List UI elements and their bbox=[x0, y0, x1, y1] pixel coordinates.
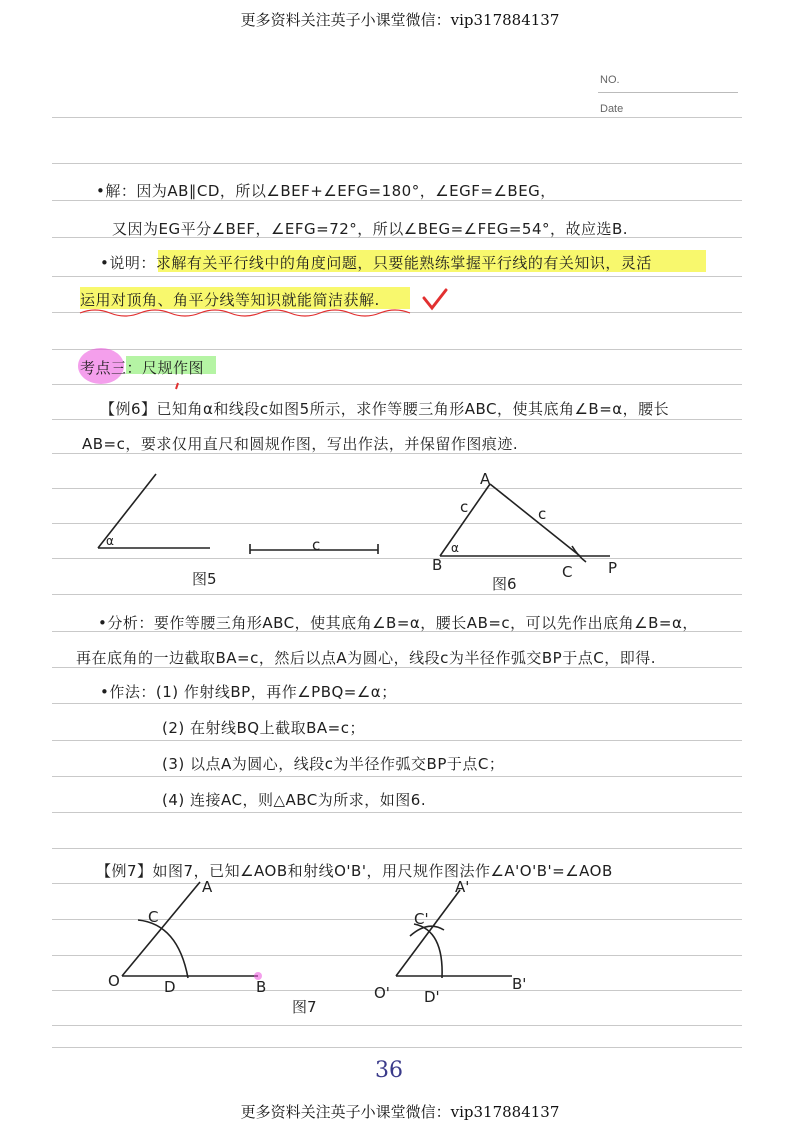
fig6-point-p: P bbox=[608, 559, 618, 577]
fig7-ray-o2a2 bbox=[396, 890, 460, 976]
fig7-point-c: C bbox=[148, 908, 159, 926]
fig7-point-d: D bbox=[164, 978, 176, 996]
note-line-1: •说明：求解有关平行线中的角度问题，只要能熟练掌握平行线的有关知识，灵活 bbox=[100, 254, 652, 272]
analysis-line-2: 再在底角的一边截取BA=c，然后以点A为圆心，线段c为半径作弧交BP于点C，即得. bbox=[76, 649, 656, 667]
notebook-no-label: NO. bbox=[600, 74, 620, 86]
method-step-1: •作法：(1) 作射线BP，再作∠PBQ=∠α； bbox=[100, 683, 397, 701]
fig7-point-o-prime: O' bbox=[374, 984, 390, 1002]
fig5-angle-label: α bbox=[106, 534, 114, 548]
fig6-point-b: B bbox=[432, 556, 443, 574]
fig7-point-a: A bbox=[202, 878, 213, 896]
fig7-arc-cd bbox=[138, 920, 188, 978]
example7-line-1: 【例7】如图7，已知∠AOB和射线O'B'，用尺规作图法作∠A'O'B'=∠AOB bbox=[96, 862, 613, 880]
fig6-angle-label: α bbox=[451, 541, 459, 555]
example6-line-1: 【例6】已知角α和线段c如图5所示，求作等腰三角形ABC，使其底角∠B=α，腰长 bbox=[100, 400, 670, 418]
topic-heading: 考点三：尺规作图 bbox=[80, 359, 205, 377]
footer-banner: 更多资料关注英子小课堂微信：vip317884137 bbox=[240, 1103, 560, 1121]
fig7-caption: 图7 bbox=[292, 998, 317, 1016]
fig5-caption: 图5 bbox=[192, 570, 217, 588]
fig7-point-c-prime: C' bbox=[414, 910, 429, 928]
note-line-2: 运用对顶角、角平分线等知识就能简洁获解. bbox=[80, 291, 380, 309]
fig7-point-a-prime: A' bbox=[455, 878, 470, 896]
solution-line-1: •解：因为AB∥CD，所以∠BEF+∠EFG=180°，∠EGF=∠BEG， bbox=[96, 182, 556, 200]
notebook-date-label: Date bbox=[600, 103, 624, 115]
fig6-caption: 图6 bbox=[492, 575, 517, 593]
fig6-side-ac-label: c bbox=[538, 505, 547, 523]
header-banner: 更多资料关注英子小课堂微信：vip317884137 bbox=[240, 11, 560, 29]
method-step-3: (3) 以点A为圆心，线段c为半径作弧交BP于点C； bbox=[162, 755, 505, 773]
fig6-point-c: C bbox=[562, 563, 573, 581]
fig5-segment-label: c bbox=[312, 536, 321, 554]
fig7-point-b-prime: B' bbox=[512, 975, 527, 993]
analysis-line-1: •分析：要作等腰三角形ABC，使其底角∠B=α，腰长AB=c，可以先作出底角∠B=α， bbox=[98, 614, 698, 632]
method-step-2: (2) 在射线BQ上截取BA=c； bbox=[162, 719, 365, 737]
fig6-point-a: A bbox=[480, 470, 491, 488]
page-number: 36 bbox=[375, 1058, 403, 1083]
fig6-side-ab-label: c bbox=[460, 498, 469, 516]
fig7-point-b: B bbox=[256, 978, 267, 996]
fig7-point-o: O bbox=[108, 972, 120, 990]
solution-line-2: 又因为EG平分∠BEF，∠EFG=72°，所以∠BEG=∠FEG=54°，故应选B. bbox=[112, 220, 629, 238]
example6-line-2: AB=c，要求仅用直尺和圆规作图，写出作法，并保留作图痕迹. bbox=[82, 435, 519, 453]
method-step-4: (4) 连接AC，则△ABC为所求，如图6. bbox=[162, 791, 427, 809]
fig7-point-d-prime: D' bbox=[424, 988, 440, 1006]
fig7-ray-oa bbox=[122, 882, 200, 976]
